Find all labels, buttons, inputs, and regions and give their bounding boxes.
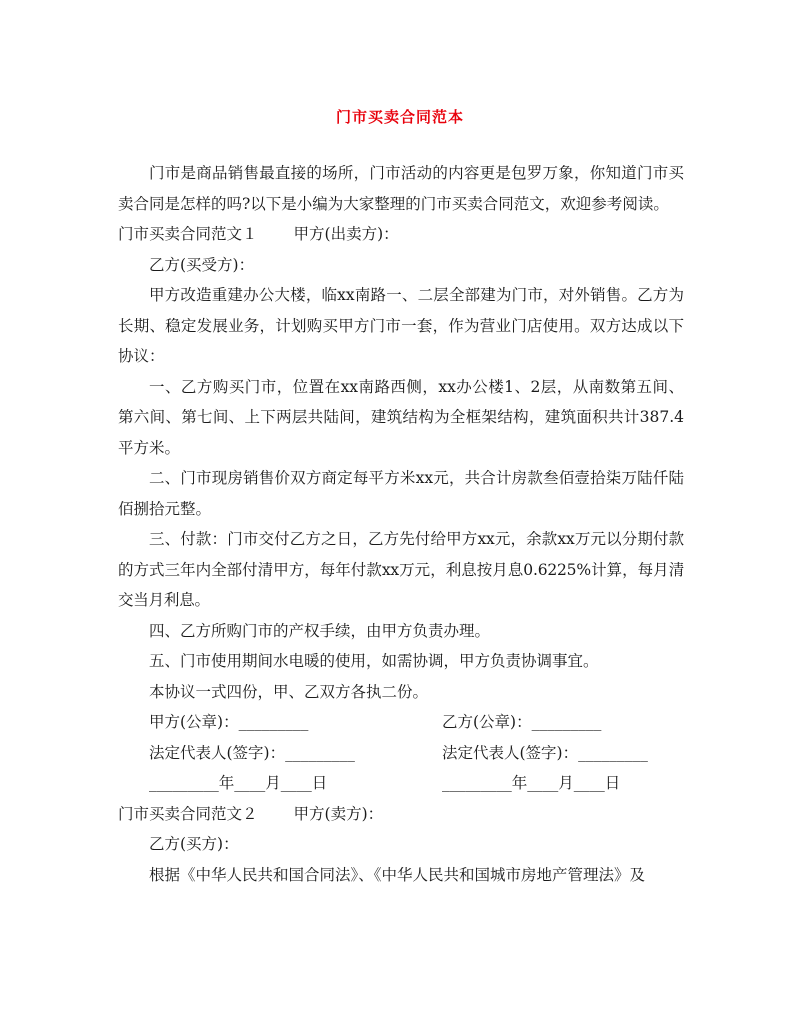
sample1-paragraph: 甲方改造重建办公大楼，临xx南路一、二层全部建为门市，对外销售。乙方为长期、稳定发展业务，计划购买甲方门市一套，作为营业门店使用。双方达成以下协议： — [118, 286, 684, 365]
clause-4: 四、乙方所购门市的产权手续，由甲方负责办理。 — [149, 621, 491, 640]
clause-1: 一、乙方购买门市，位置在xx南路西侧，xx办公楼1、2层，从南数第五间、第六间、第七间、上下两层共陆间，建筑结构为全框架结构，建筑面积共计387.4平方米。 — [118, 377, 684, 457]
party-b-representative: 法定代表人(签字)：_________ — [442, 743, 648, 762]
party-b-date: _________年____月____日 — [442, 774, 621, 792]
party-a-seal: 甲方(公章)：_________ — [149, 713, 309, 731]
sample1-party-b: 乙方(买受方)： — [149, 255, 255, 274]
signature-row-seal — [118, 707, 684, 738]
intro-paragraph: 门市是商品销售最直接的场所，门市活动的内容更是包罗万象，你知道门市买卖合同是怎样的吗?以下是小编为大家整理的门市买卖合同范文，欢迎参考阅读。 — [118, 164, 684, 213]
sample2-party-a: 甲方(卖方)： — [293, 804, 384, 823]
sample2-paragraph: 根据《中华人民共和国合同法》、《中华人民共和国城市房地产管理法》及 — [149, 865, 646, 884]
party-a-representative: 法定代表人(签字)：_________ — [149, 743, 355, 762]
sample1-heading: 门市买卖合同范文１ — [118, 225, 258, 243]
page-title: 门市买卖合同范本 — [335, 108, 464, 126]
sample2-heading: 门市买卖合同范文２ — [118, 804, 258, 823]
sample2-party-b: 乙方(买方)： — [149, 835, 239, 853]
clause-5: 五、门市使用期间水电暖的使用，如需协调，甲方负责协调事宜。 — [149, 652, 599, 670]
clause-3: 三、付款：门市交付乙方之日，乙方先付给甲方xx元，余款xx万元以分期付款的方式三年内全部付清甲方，每年付款xx万元，利息按月息0.6225%计算，每月清交当月利息。 — [118, 530, 684, 609]
document-body — [118, 158, 684, 890]
sample1-heading-row — [118, 219, 684, 250]
sample2-heading-row — [118, 799, 684, 830]
party-b-seal: 乙方(公章)：_________ — [442, 713, 602, 731]
party-a-date: _________年____月____日 — [149, 774, 328, 792]
clause-2: 二、门市现房销售价双方商定每平方米xx元，共合计房款叁佰壹拾柒万陆仟陆佰捌拾元整。 — [118, 469, 684, 518]
sample1-party-a: 甲方(出卖方)： — [293, 225, 399, 243]
signature-row-date — [118, 768, 684, 799]
copies-note: 本协议一式四份，甲、乙双方各执二份。 — [149, 682, 429, 701]
signature-row-representative — [118, 738, 684, 769]
